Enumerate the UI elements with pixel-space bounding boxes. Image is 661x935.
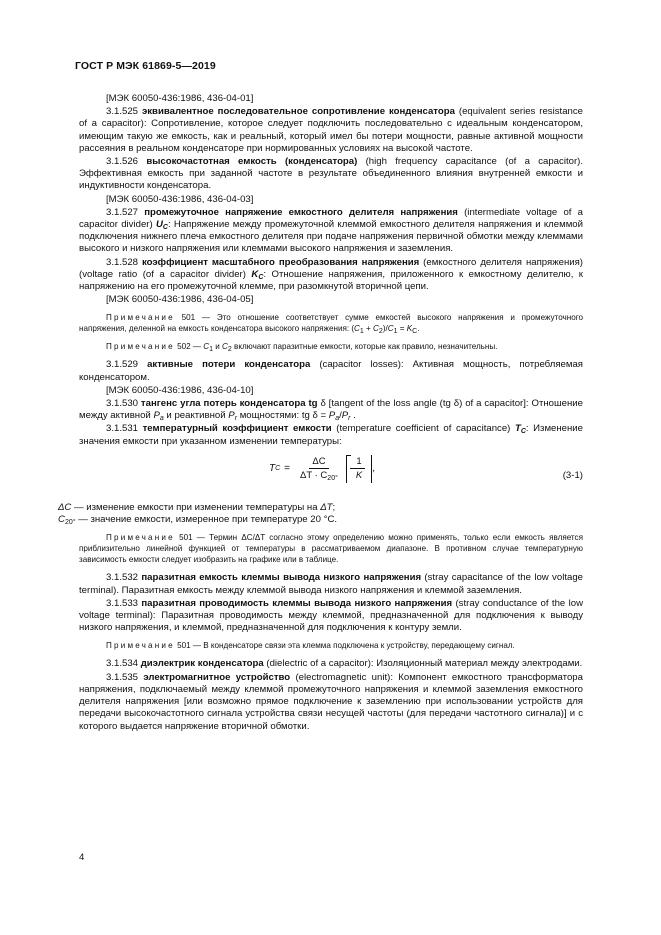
definition-3-1-527: 3.1.527 промежуточное напряжение емкостного делителя напряжения (intermediate voltage of a capacitor divider) $U_C$: Напряжение между промежуточной клеммой емкостного делителя напряжения и клеммой подключения нижнего плеча емкостного делителя при подаче напряжения первичной обмотки между клеммами высокого и низкого напряжения или клеммами высокого напряжения и заземления. <box>79 206 583 255</box>
bracket-term: $\frac{1}{K}$ <box>346 455 372 483</box>
definition-3-1-530: 3.1.530 тангенс угла потерь конденсатора tg δ [tangent of the loss angle (tg δ) of a capacitor]: Отношение между активной $P_a$ и реактивной $P_r$ мощностями: tg $\delta = P_a/P_r$ . <box>79 398 583 423</box>
note-501-coupling: Примечание 501 — В конденсаторе связи эта клемма подключена к устройству, передающему сигнал. <box>106 641 515 651</box>
document-body <box>58 93 584 734</box>
definition-3-1-532: 3.1.532 паразитная емкость клеммы вывода низкого напряжения (stray capacitance of the low voltage terminal). Паразитная емкость между клеммой вывода низкого напряжения и клеммой заземления. <box>79 572 583 596</box>
formula-3-1 <box>79 452 583 498</box>
reference: [МЭК 60050-436:1986, 436-04-03] <box>106 193 254 205</box>
page-number: 4 <box>79 852 85 863</box>
legend-c20: $C_{20^\circ}$ — значение емкости, измеренное при температуре 20 °C. <box>58 514 338 527</box>
definition-3-1-525: 3.1.525 эквивалентное последовательное сопротивление конденсатора (equivalent series resistance of a capacitor): Сопротивление, которое следует подключить последовательно с идеальным конденсатором, имеющим такую же емкость, как и реальный, который имел бы потери мощности, равные активной мощности рассеяния в реальном конденсаторе при нормированных условиях на высокой частоте. <box>79 106 583 154</box>
definition-3-1-526: 3.1.526 высокочастотная емкость (конденсатора) (high frequency capacitance (of a capacitor). Эффективная емкость при заданной частоте в результате объединенного влияния внутренней емкости и индуктивности конденсатора. <box>79 156 584 192</box>
note-502: Примечание 502 — $C_1$ и $C_2$ включают паразитные емкости, которые как правило, незначительны. <box>106 342 498 354</box>
formula-number: (3-1) <box>562 469 583 481</box>
note-501: Примечание 501 — Это отношение соответствует сумме емкостей высокого напряжения и промежуточного напряжения, деленной на емкость конденсатора высокого напряжения: $(C_1 + C_2)/C_1 = K_C$. <box>79 313 583 336</box>
definition-3-1-528: 3.1.528 коэффициент масштабного преобразования напряжения (емкостного делителя напряжения) (voltage ratio (of a capacitor divider) $K_C$: Отношение напряжения, приложенного к емкостному делителю, к напряжению на его промежуточной клемме, при разомкнутой вторичной цепи. <box>79 256 584 293</box>
formula-expression: T C = $\frac{\Delta C}{\Delta T \cdot C_{20^\circ}}$ $\frac{1}{K}$ , <box>269 455 376 482</box>
fraction-main: $\frac{\Delta C}{\Delta T \cdot C_{20^\circ}}$ <box>300 455 338 482</box>
reference: [МЭК 60050-436:1986, 436-04-01] <box>106 93 254 104</box>
definition-3-1-534: 3.1.534 диэлектрик конденсатора (dielectric of a capacitor): Изоляционный материал между электродами. <box>106 658 583 670</box>
reference: [МЭК 60050-436:1986, 436-04-05] <box>106 294 254 306</box>
definition-3-1-535: 3.1.535 электромагнитное устройство (electromagnetic unit): Компонент емкостного трансформатора напряжения, подключаемый между клеммой промежуточного напряжения и клеммой заземления емкостного делителя напряжения [или возможно прямое подключение к заземлению при использовании устройств для передачи высокочастотного сигнала устройства связи несущей частоты (для передачи частотного сигнала)] и с которого выдается напряжение вторичной обмотки. <box>79 671 583 732</box>
definition-3-1-533: 3.1.533 паразитная проводимость клеммы вывода низкого напряжения (stray conductance of the low voltage terminal): Паразитная проводимость между клеммой, предназначенной для подключения к выводу низкого напряжения, и клеммой, предназначенной для подключения к контуру земли. <box>79 597 583 634</box>
note-501-temperature: Примечание 501 — Термин ΔC/ΔT согласно этому определению можно применять, только если емкость является приблизительно линейной функцией от температуры в рассматриваемом диапазоне. В противном случае температурную зависимость емкости следует изобразить на графике или в таблице. <box>79 533 583 565</box>
definition-3-1-529: 3.1.529 активные потери конденсатора (capacitor losses): Активная мощность, потребляемая конденсатором. <box>79 359 583 383</box>
definition-3-1-531: 3.1.531 температурный коэффициент емкости (temperature coefficient of capacitance) $T_C$: Изменение значения емкости при указанном изменении температуры: <box>79 423 583 447</box>
legend-delta-c: ΔC — изменение емкости при изменении температуры на ΔT; <box>58 501 336 513</box>
reference: [МЭК 60050-436:1986, 436-04-10] <box>106 384 254 396</box>
document-header: ГОСТ Р МЭК 61869-5—2019 <box>75 60 216 72</box>
